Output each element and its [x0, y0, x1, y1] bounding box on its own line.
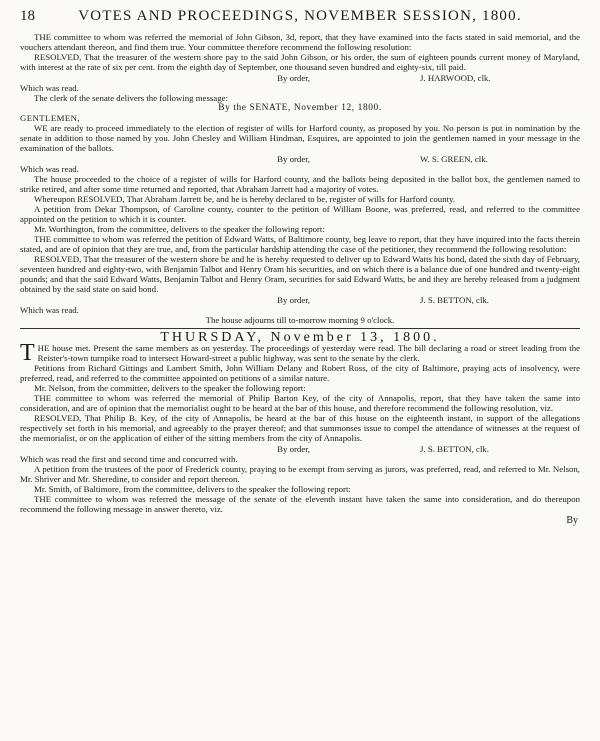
- paragraph: The clerk of the senate delivers the following message:: [34, 93, 228, 103]
- paragraph: Whereupon RESOLVED, That Abraham Jarrett be, and he is hereby declared to be, register of wills for Harford county.: [34, 194, 456, 204]
- by-order-label: By order,: [277, 154, 310, 164]
- paragraph: Mr. Nelson, from the committee, delivers to the speaker the following report:: [34, 383, 306, 393]
- paragraph: A petition from the trustees of the poor of Frederick county, praying to be exempt from serving as jurors, was preferred, read, and referred to Mr. Nelson, Mr. Shriver and Mr. Sheredine, to consider and report thereon.: [20, 464, 580, 484]
- paragraph: The house proceeded to the choice of a register of wills for Harford county, and the ballots being deposited in the ballot box, the gentlemen named to strike retired, and after some time returned and reported, that Abraham Jarrett had a majority of votes.: [20, 174, 580, 194]
- paragraph: Which was read.: [20, 164, 79, 174]
- by-order-label: By order,: [277, 295, 310, 305]
- paragraph: Which was read the first and second time and concurred with.: [20, 454, 238, 464]
- paragraph: RESOLVED, That Philip B. Key, of the city of Annapolis, be heard at the bar of this house on the eighteenth instant, in support of the allegations respectively set forth in his memorial, and agreeably to the prayer thereof; and that summonses issue to compel the attendance of witnesses at the request of the memorialist, or on the application of either of the sitting members from the city of Annapolis.: [20, 413, 580, 443]
- signature-block: [20, 295, 540, 305]
- paragraph: THE committee to whom was referred the memorial of John Gibson, 3d, report, that they have examined into the facts stated in said memorial, and the vouchers attendant thereon, and find them true. Your committee therefore recommend the following resolution:: [20, 32, 580, 52]
- signature-block: [20, 154, 540, 164]
- paragraph: RESOLVED, That the treasurer of the western shore be and he is hereby requested to deliver up to Edward Watts his bond, dated the sixth day of February, seventeen hundred and eighty-two, with Benjamin Talbot and Henry Oram his securities, and on which there is a balance due of one hundred and twenty-eight pounds; and that the said Edward Watts, Benjamin Talbot and Henry Oram, securities for said Edward Watts, be and they are hereby released from a judgment obtained by the said state on said bond.: [20, 254, 580, 294]
- paragraph: Mr. Smith, of Baltimore, from the committee, delivers to the speaker the following report:: [34, 484, 351, 494]
- paragraph: THE committee to whom was referred the message of the senate of the eleventh instant have taken the same into consideration, and do thereupon recommend the following message in answer thereto, viz.: [20, 494, 580, 514]
- senate-dateline: By the SENATE, November 12, 1800.: [218, 103, 382, 113]
- clerk-signature: J. S. BETTON, clk.: [420, 444, 489, 454]
- paragraph: Mr. Worthington, from the committee, delivers to the speaker the following report:: [34, 224, 325, 234]
- catchword: By: [566, 515, 578, 526]
- clerk-signature: W. S. GREEN, clk.: [420, 154, 488, 164]
- salutation: GENTLEMEN,: [20, 113, 80, 123]
- by-order-label: By order,: [277, 444, 310, 454]
- page-body: [20, 32, 580, 526]
- paragraph: RESOLVED, That the treasurer of the western shore pay to the said John Gibson, or his order, the sum of eighteen pounds current money of Maryland, with interest at the rate of six per cent. from the eighth day of September, one thousand seven hundred and eighty-six, till paid.: [20, 52, 580, 72]
- paragraph: [20, 340, 580, 366]
- paragraph-text: HE house met. Present the same members as on yesterday. The proceedings of yesterday were read. The bill declaring a road or street leading from the Reister's-town turnpike road to intersect Howard-street a public highway, was sent to the senate by the clerk.: [37, 343, 580, 363]
- section-divider: [20, 328, 580, 329]
- paragraph: THE committee to whom was referred the memorial of Philip Barton Key, of the city of Annapolis, report, that they have taken the same into consideration, and are of opinion that the memorialist ought to be heard at the bar of this house, and therefore recommend the following resolution, viz.: [20, 393, 580, 413]
- day-heading: THURSDAY, November 13, 1800.: [160, 330, 440, 345]
- paragraph: Which was read.: [20, 305, 79, 315]
- drop-cap: T: [20, 340, 35, 366]
- adjournment-line: The house adjourns till to-morrow morning 9 o'clock.: [205, 315, 395, 325]
- signature-block: [20, 73, 540, 83]
- paragraph: Which was read.: [20, 83, 79, 93]
- clerk-signature: J. HARWOOD, clk.: [420, 73, 491, 83]
- signature-block: [20, 444, 540, 454]
- by-order-label: By order,: [277, 73, 310, 83]
- page-header: [20, 8, 580, 30]
- paragraph: THE committee to whom was referred the petition of Edward Watts, of Baltimore county, beg leave to report, that they have inquired into the facts therein stated, and are of opinion that they are true, and, from the particular hardship attending the case of the petitioner, they recommend the following resolution:: [20, 234, 580, 254]
- paragraph: Petitions from Richard Gittings and Lambert Smith, John William Delany and Robert Ross, of the city of Baltimore, praying acts of insolvency, were preferred, read, and referred to the committee appointed on petitions of a similar nature.: [20, 363, 580, 383]
- paragraph: A petition from Dekar Thompson, of Caroline county, counter to the petition of William Boone, was preferred, read, and referred to the committee appointed on the petition to which it is counter.: [20, 204, 580, 224]
- page-number: 18: [20, 8, 35, 24]
- clerk-signature: J. S. BETTON, clk.: [420, 295, 489, 305]
- paragraph: WE are ready to proceed immediately to the election of register of wills for Harford county, as proposed by you. No person is put in nomination by the senate in addition to those named by you. John Chesley and William Hindman, Esquires, are appointed to join the gentlemen named in your message in the examination of the ballots.: [20, 123, 580, 153]
- running-head: VOTES AND PROCEEDINGS, NOVEMBER SESSION, 1800.: [78, 8, 522, 24]
